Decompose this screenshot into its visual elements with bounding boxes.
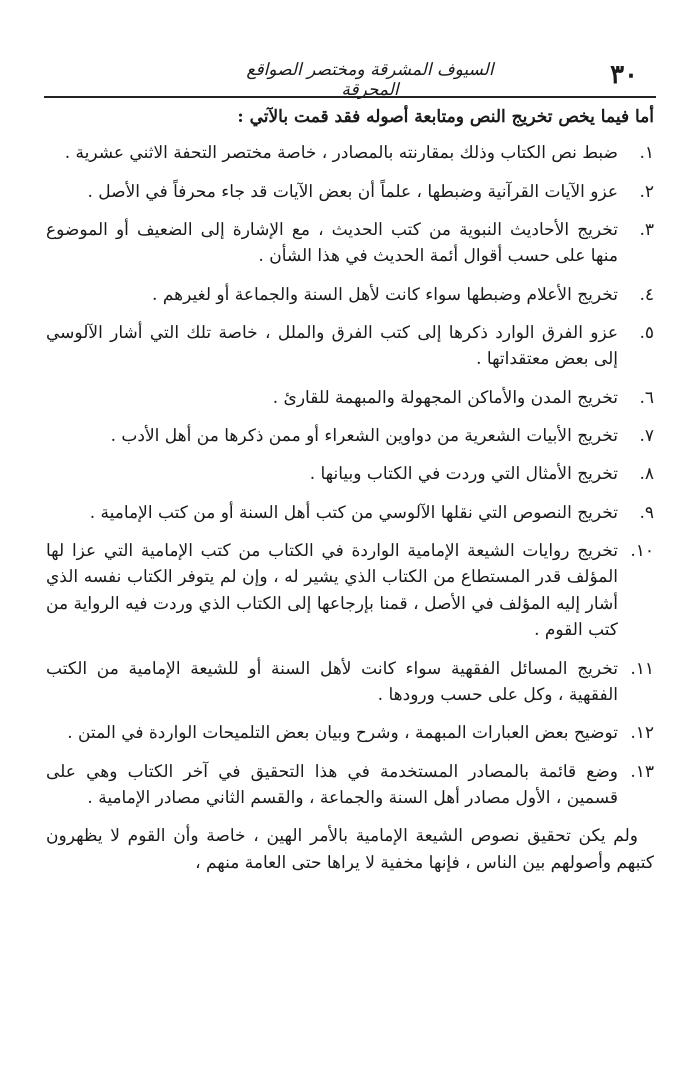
- item-number: ١٢.: [630, 723, 654, 744]
- item-text: تخريج النصوص التي نقلها الآلوسي من كتب أهل السنة أو من كتب الإمامية .: [89, 502, 618, 523]
- list-item: [46, 656, 654, 709]
- item-number: ٧.: [639, 426, 654, 447]
- list-item: [46, 720, 654, 746]
- page-header: [40, 60, 658, 100]
- page-number: ٣٠: [610, 60, 638, 90]
- item-number: ٤.: [639, 284, 654, 305]
- list-item: [46, 320, 654, 373]
- item-text: عزو الفرق الوارد ذكرها إلى كتب الفرق والملل ، خاصة تلك التي أشار الآلوسي إلى بعض معتقداتها .: [46, 323, 618, 370]
- list-item: [46, 759, 654, 812]
- list-item: [46, 179, 654, 205]
- item-number: ١٣.: [630, 761, 654, 782]
- methodology-list: [46, 140, 654, 811]
- running-title: السيوف المشرقة ومختصر الصواقع المحرقة: [246, 60, 494, 100]
- list-item: [46, 140, 654, 166]
- page-body: [46, 104, 654, 876]
- item-text: عزو الآيات القرآنية وضبطها ، علماً أن بعض الآيات قد جاء محرفاً في الأصل .: [87, 181, 618, 202]
- closing-paragraph: ولم يكن تحقيق نصوص الشيعة الإمامية بالأمر الهين ، خاصة وأن القوم لا يظهرون كتبهم وأصولهم بين الناس ، فإنها مخفية لا يراها حتى العامة منهم ،: [46, 826, 654, 873]
- item-number: ٨.: [639, 464, 654, 485]
- item-number: ١١.: [630, 658, 654, 679]
- item-number: ٩.: [639, 502, 654, 523]
- item-number: ٦.: [639, 387, 654, 408]
- item-text: تخريج الأحاديث النبوية من كتب الحديث ، مع الإشارة إلى الضعيف أو الموضوع منها على حسب أقوال أئمة الحديث في هذا الشأن .: [46, 220, 618, 267]
- item-number: ١٠.: [630, 541, 654, 562]
- header-divider: [44, 96, 656, 98]
- item-text: تخريج المدن والأماكن المجهولة والمبهمة للقارئ .: [272, 387, 618, 408]
- item-number: ٢.: [639, 181, 654, 202]
- item-text: تخريج الأبيات الشعرية من دواوين الشعراء أو ممن ذكرها من أهل الأدب .: [110, 426, 618, 447]
- item-text: وضع قائمة بالمصادر المستخدمة في هذا التحقيق في آخر الكتاب وهي على قسمين ، الأول مصادر أهل السنة والجماعة ، والقسم الثاني مصادر الإمامية .: [46, 761, 618, 808]
- intro-paragraph: أما فيما يخص تخريج النص ومتابعة أصوله فقد قمت بالآتي :: [237, 107, 654, 127]
- item-number: ١.: [639, 143, 654, 164]
- item-text: تخريج الأمثال التي وردت في الكتاب وبيانها .: [309, 464, 618, 485]
- item-text: تخريج المسائل الفقهية سواء كانت لأهل السنة أو للشيعة الإمامية من الكتب الفقهية ، وكل على حسب ورودها .: [46, 658, 618, 705]
- list-item: [46, 282, 654, 308]
- list-item: [46, 538, 654, 643]
- item-number: ٥.: [639, 323, 654, 344]
- item-text: تخريج روايات الشيعة الإمامية الواردة في الكتاب من كتب الإمامية التي عزا لها المؤلف قدر المستطاع من الكتاب الذي يشير له ، وإن لم يتوفر الكتاب نفسه الذي أشار إليه المؤلف في الأصل ، قمنا بإرجاعها إلى الكتاب الذي وردت فيه الرواية من كتب القوم .: [46, 541, 618, 641]
- item-text: توضيح بعض العبارات المبهمة ، وشرح وبيان بعض التلميحات الواردة في المتن .: [67, 723, 618, 744]
- list-item: [46, 423, 654, 449]
- list-item: [46, 217, 654, 270]
- item-number: ٣.: [639, 220, 654, 241]
- list-item: [46, 461, 654, 487]
- item-text: ضبط نص الكتاب وذلك بمقارنته بالمصادر ، خاصة مختصر التحفة الاثني عشرية .: [64, 143, 618, 164]
- list-item: [46, 500, 654, 526]
- list-item: [46, 385, 654, 411]
- item-text: تخريج الأعلام وضبطها سواء كانت لأهل السنة والجماعة أو لغيرهم .: [152, 284, 618, 305]
